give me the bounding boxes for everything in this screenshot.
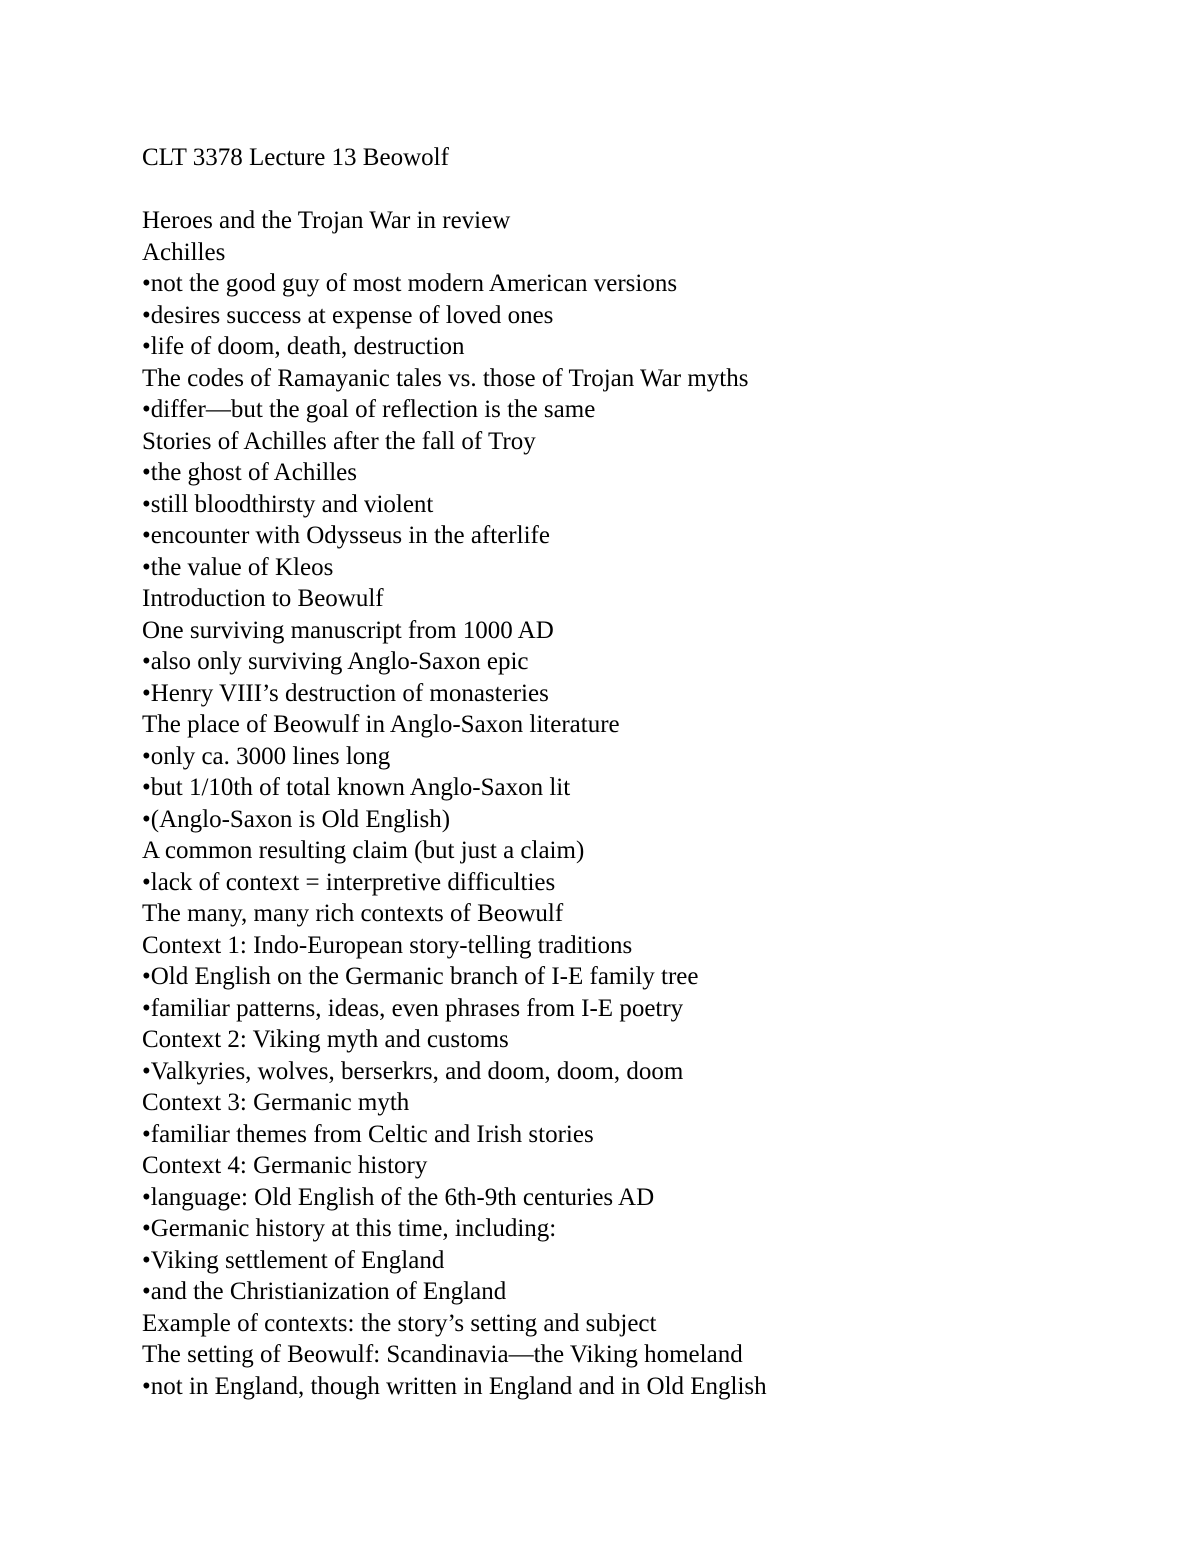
note-line: The setting of Beowulf: Scandinavia—the Viking homeland <box>142 1341 743 1368</box>
note-line: Achilles <box>142 238 226 266</box>
document-title: CLT 3378 Lecture 13 Beowolf <box>142 144 449 171</box>
note-line: The place of Beowulf in Anglo-Saxon literature <box>142 711 620 738</box>
note-line: •Valkyries, wolves, berserkrs, and doom, doom, doom <box>142 1057 684 1085</box>
note-line: Context 2: Viking myth and customs <box>142 1026 509 1053</box>
document-body <box>142 142 1122 1402</box>
lecture-notes <box>142 205 1122 1402</box>
note-line: •familiar patterns, ideas, even phrases from I-E poetry <box>142 994 684 1022</box>
note-line: Introduction to Beowulf <box>142 585 384 612</box>
note-line: •the ghost of Achilles <box>142 459 357 486</box>
note-line: Heroes and the Trojan War in review <box>142 207 511 234</box>
note-line: •but 1/10th of total known Anglo-Saxon lit <box>142 774 571 801</box>
note-line: •life of doom, death, destruction <box>142 333 465 360</box>
note-line: •Viking settlement of England <box>142 1246 445 1274</box>
note-line: Context 4: Germanic history <box>142 1152 428 1179</box>
note-line: •the value of Kleos <box>142 553 334 581</box>
note-line: Example of contexts: the story’s setting and subject <box>142 1309 657 1337</box>
note-line: •differ—but the goal of reflection is the same <box>142 396 596 423</box>
note-line: •desires success at expense of loved ones <box>142 301 554 329</box>
note-line: •Henry VIII’s destruction of monasteries <box>142 679 549 707</box>
note-line: •still bloodthirsty and violent <box>142 490 434 518</box>
note-line: •Old English on the Germanic branch of I-E family tree <box>142 963 699 990</box>
note-line: •not in England, though written in England and in Old English <box>142 1372 767 1400</box>
note-line: •only ca. 3000 lines long <box>142 742 391 770</box>
note-line: Context 3: Germanic myth <box>142 1089 410 1116</box>
note-line: One surviving manuscript from 1000 AD <box>142 616 554 644</box>
note-line: •and the Christianization of England <box>142 1278 507 1305</box>
note-line: •not the good guy of most modern American versions <box>142 270 678 297</box>
note-line: Stories of Achilles after the fall of Troy <box>142 427 536 455</box>
note-line: Context 1: Indo-European story-telling traditions <box>142 931 633 959</box>
note-line: •encounter with Odysseus in the afterlife <box>142 522 550 549</box>
note-line: The codes of Ramayanic tales vs. those of Trojan War myths <box>142 364 749 392</box>
note-line: •lack of context = interpretive difficulties <box>142 868 556 896</box>
note-line: •Germanic history at this time, including: <box>142 1215 557 1242</box>
note-line: •also only surviving Anglo-Saxon epic <box>142 648 529 675</box>
note-line: A common resulting claim (but just a claim) <box>142 837 585 864</box>
note-line: •language: Old English of the 6th-9th centuries AD <box>142 1183 655 1211</box>
note-line: •(Anglo-Saxon is Old English) <box>142 805 451 833</box>
note-line: •familiar themes from Celtic and Irish stories <box>142 1120 594 1148</box>
note-line: The many, many rich contexts of Beowulf <box>142 900 564 927</box>
blank-line <box>142 174 1122 206</box>
